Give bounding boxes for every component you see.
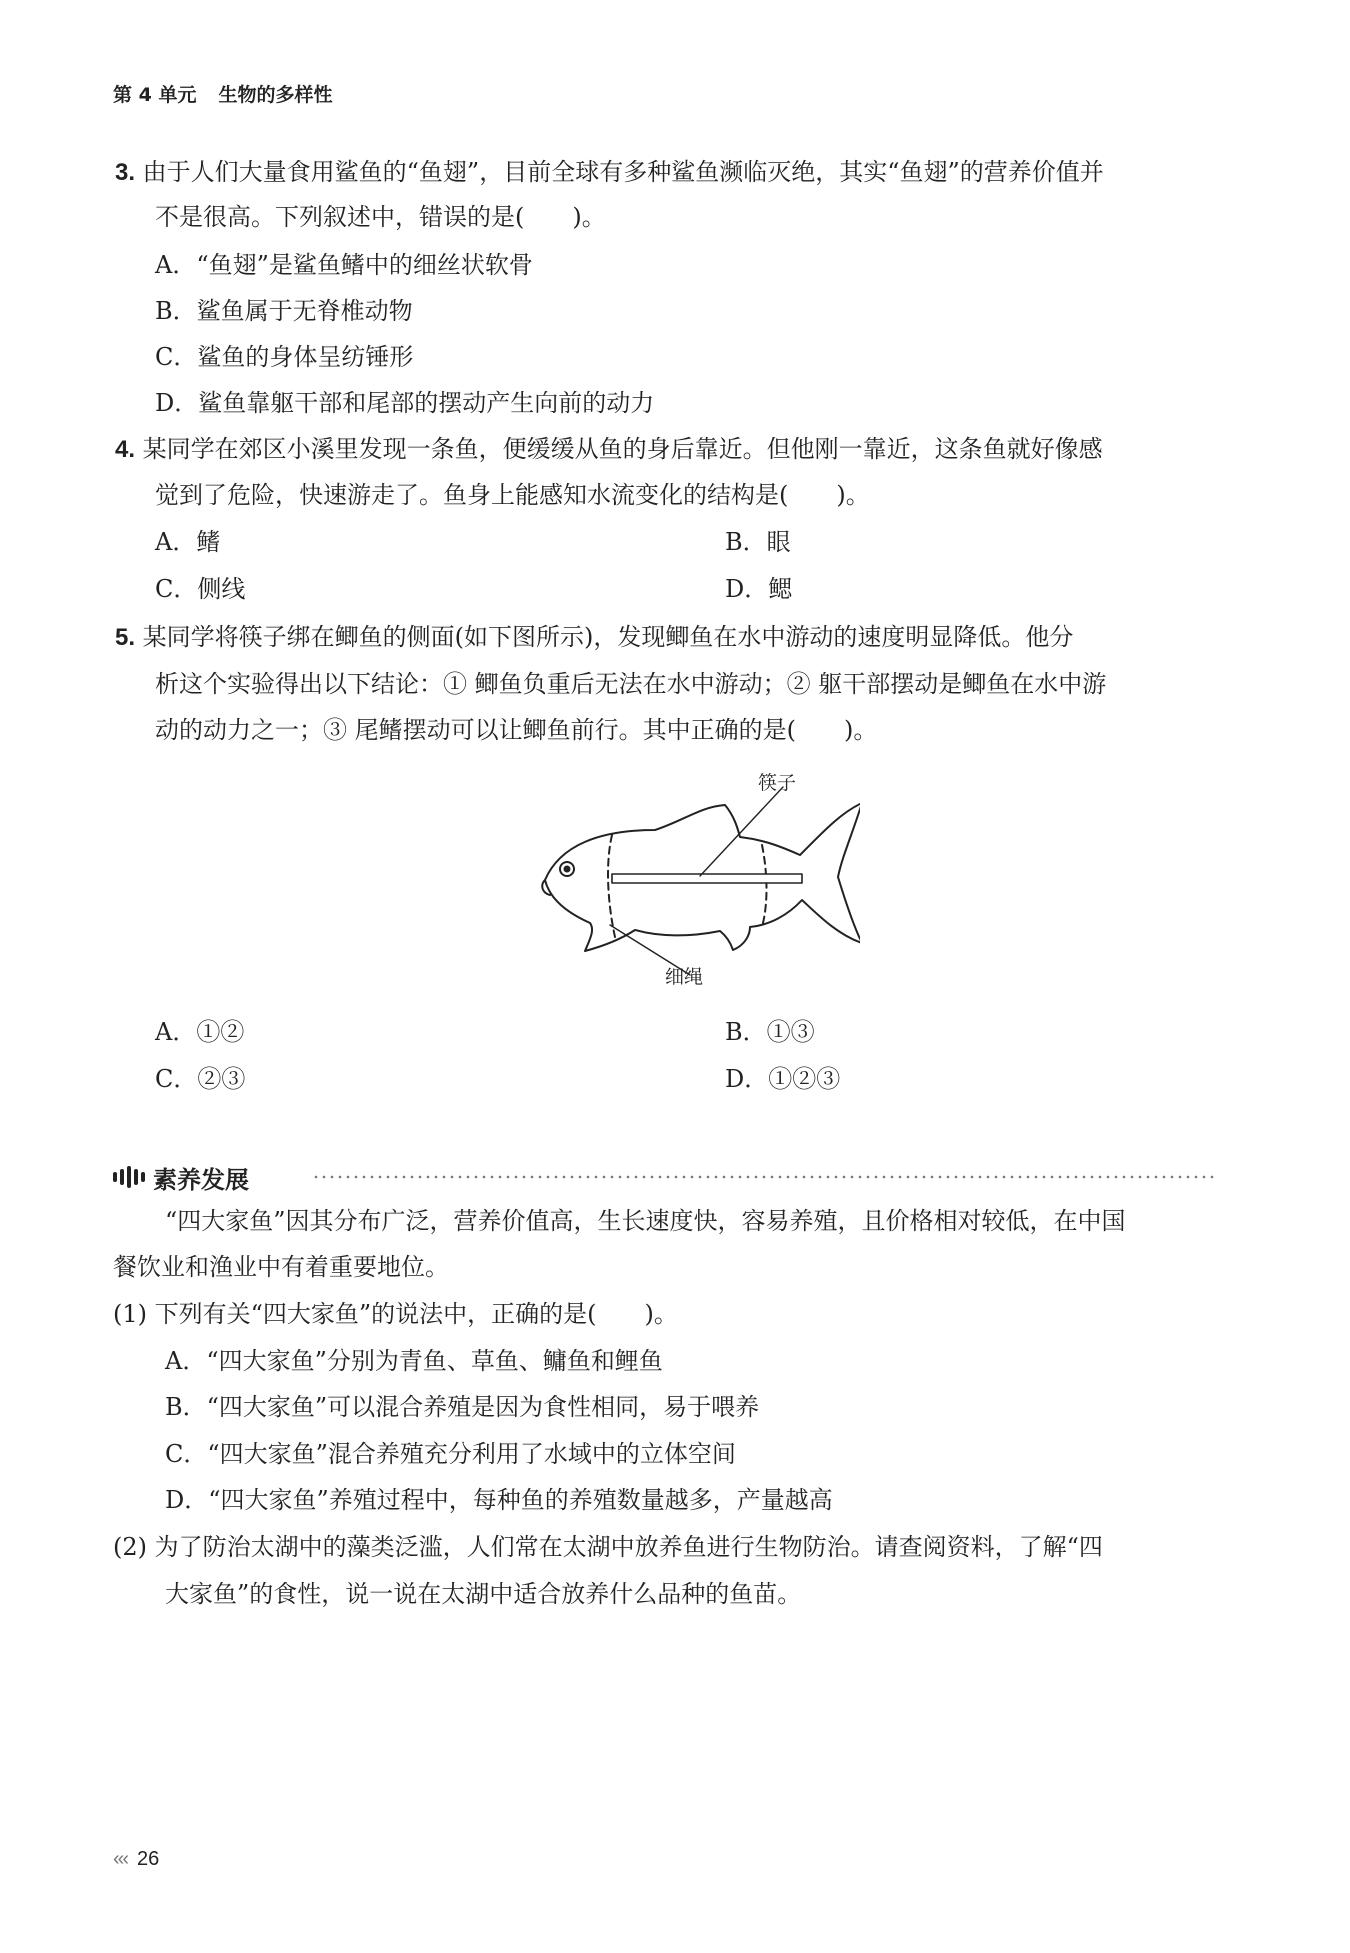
sub1-option-a[interactable]: A．“四大家鱼”分别为青鱼、草鱼、鳙鱼和鲤鱼 [165, 1347, 663, 1375]
sub1-option-c[interactable]: C．“四大家鱼”混合养殖充分利用了水域中的立体空间 [165, 1440, 736, 1468]
section-header [113, 1160, 249, 1194]
q5-option-b[interactable]: B．①③ [725, 1018, 815, 1046]
q3-option-b[interactable]: B．鲨鱼属于无脊椎动物 [155, 297, 413, 325]
section-divider [312, 1175, 1217, 1179]
q3-line1 [115, 155, 1104, 190]
page-number: 26 [136, 1848, 160, 1870]
page-footer [113, 1848, 159, 1871]
unit-title: 生物的多样性 [218, 84, 333, 106]
section-intro-2: 餐饮业和渔业中有着重要地位。 [113, 1253, 449, 1281]
sub1-option-d[interactable]: D．“四大家鱼”养殖过程中，每种鱼的养殖数量越多，产量越高 [165, 1486, 833, 1514]
q4-option-a[interactable]: A．鳍 [155, 528, 221, 556]
rope-back [762, 845, 767, 927]
q5-option-c[interactable]: C．②③ [155, 1065, 246, 1093]
sub1-option-b[interactable]: B．“四大家鱼”可以混合养殖是因为食性相同，易于喂养 [165, 1393, 760, 1421]
label-rope: 细绳 [665, 967, 704, 988]
q4-stem-1: 某同学在郊区小溪里发现一条鱼，便缓缓从鱼的身后靠近。但他刚一靠近，这条鱼就好像感 [142, 435, 1103, 463]
chopstick [612, 874, 802, 883]
q3-line2: 不是很高。下列叙述中，错误的是( )。 [155, 203, 606, 231]
q4-line2: 觉到了危险，快速游走了。鱼身上能感知水流变化的结构是( )。 [155, 481, 870, 509]
q4-option-c[interactable]: C．侧线 [155, 575, 246, 603]
chevrons-left-icon: ‹‹‹ [113, 1848, 127, 1870]
q5-option-d[interactable]: D．①②③ [725, 1065, 841, 1093]
unit-label: 第 4 单元 [113, 84, 197, 106]
q5-option-a[interactable]: A．①② [155, 1018, 245, 1046]
q3-number: 3. [115, 159, 136, 186]
q3-option-c[interactable]: C．鲨鱼的身体呈纺锤形 [155, 343, 414, 371]
q5-stem-1: 某同学将筷子绑在鲫鱼的侧面(如下图所示)，发现鲫鱼在水中游动的速度明显降低。他分 [142, 623, 1074, 651]
q4-line1 [115, 432, 1103, 467]
q4-option-b[interactable]: B．眼 [725, 528, 791, 556]
q5-number: 5. [115, 624, 136, 651]
sub2-line2: 大家鱼”的食性，说一说在太湖中适合放养什么品种的鱼苗。 [165, 1580, 802, 1608]
q4-option-d[interactable]: D．鳃 [725, 575, 793, 603]
rope-front [608, 835, 615, 937]
q3-option-d[interactable]: D．鲨鱼靠躯干部和尾部的摆动产生向前的动力 [155, 389, 655, 417]
q3-stem-1: 由于人们大量食用鲨鱼的“鱼翅”，目前全球有多种鲨鱼濒临灭绝，其实“鱼翅”的营养价值并 [142, 158, 1104, 186]
q3-option-a[interactable]: A．“鱼翅”是鲨鱼鳍中的细丝状软骨 [155, 251, 533, 279]
chopstick-leader [700, 787, 783, 876]
sub2-line1: (2) 为了防治太湖中的藻类泛滥，人们常在太湖中放养鱼进行生物防治。请查阅资料，了解“四 [113, 1533, 1103, 1561]
q5-line1 [115, 620, 1073, 655]
fish-eye-pupil [564, 866, 571, 873]
section-bars-icon [113, 1166, 145, 1188]
q4-number: 4. [115, 436, 136, 463]
section-title: 素养发展 [153, 1165, 249, 1194]
sub1-stem: (1) 下列有关“四大家鱼”的说法中，正确的是( )。 [113, 1300, 678, 1328]
q5-line3: 动的动力之一；③ 尾鳍摆动可以让鲫鱼前行。其中正确的是( )。 [155, 716, 878, 744]
section-intro-1: “四大家鱼”因其分布广泛，营养价值高，生长速度快，容易养殖，且价格相对较低，在中国 [165, 1207, 1126, 1235]
label-chopstick: 筷子 [758, 773, 797, 794]
q5-line2: 析这个实验得出以下结论：① 鲫鱼负重后无法在水中游动；② 躯干部摆动是鲫鱼在水中游 [155, 670, 1107, 698]
page-header [113, 80, 332, 107]
